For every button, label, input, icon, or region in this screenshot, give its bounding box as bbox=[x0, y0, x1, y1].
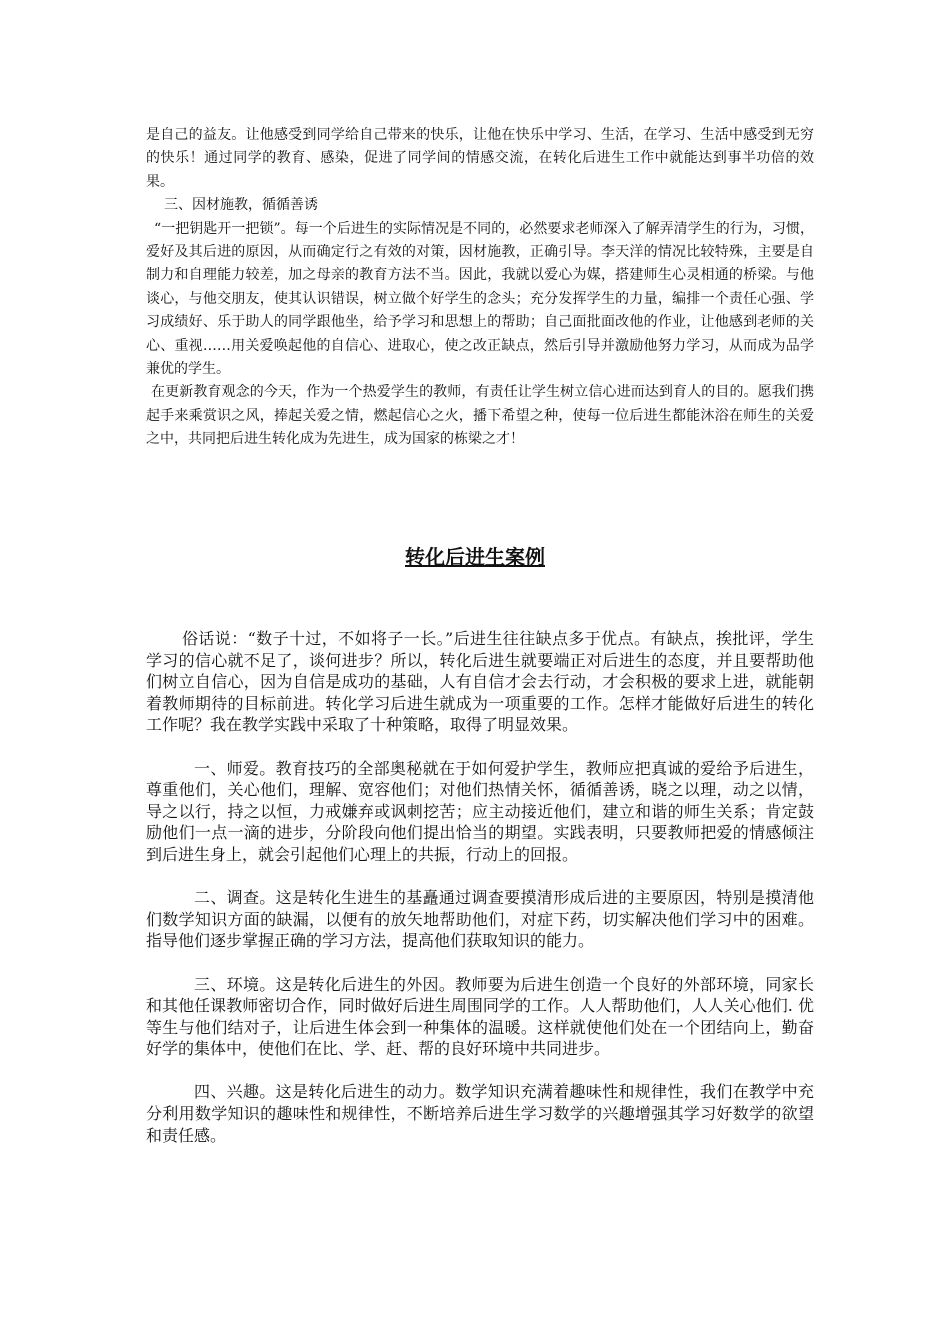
paragraph: 四、兴趣。这是转化后进生的动力。数学知识充满着趣味性和规律性，我们在教学中充分利用数学知识的趣味性和规律性，不断培养后进生学习数学的兴趣增强其学习好数学的欲望和责任感。 bbox=[146, 1082, 814, 1145]
paragraph: “一把钥匙开一把锁”。每一个后进生的实际情况是不同的，必然要求老师深入了解弄清学生的行为，习惯，爱好及其后进的原因，从而确定行之有效的对策，因材施教，正确引导。李天洋的情况比较特殊，主要是自制力和自理能力较差，加之母亲的教育方法不当。因此，我就以爱心为媒，搭建师生心灵相通的桥梁。与他谈心，与他交朋友，使其认识错误，树立做个好学生的念头；充分发挥学生的力量，编排一个责任心强、学习成绩好、乐于助人的同学跟他坐，给予学习和思想上的帮助；自己面批面改他的作业，让他感到老师的关心、重视……用关爱唤起他的自信心、进取心，使之改正缺点，然后引导并激励他努力学习，从而成为品学兼优的学生。 bbox=[146, 220, 814, 378]
paragraph: 是自己的益友。让他感受到同学给自己带来的快乐，让他在快乐中学习、生活，在学习、生活中感受到无穷的快乐！通过同学的教育、感染，促进了同学间的情感交流，在转化后进生工作中就能达到事半功倍的效果。 bbox=[146, 127, 814, 190]
article-body bbox=[146, 628, 814, 1168]
paragraph: 一、师爱。教育技巧的全部奥秘就在于如何爱护学生，教师应把真诚的爱给予后进生，尊重他们，关心他们，理解、宽容他们；对他们热情关怀，循循善诱，晓之以理，动之以情，导之以行，持之以恒，力戒嫌弃或讽刺挖苦；应主动接近他们，建立和谐的师生关系；肯定鼓励他们一点一滴的进步，分阶段向他们提出恰当的期望。实践表明，只要教师把爱的情感倾注到后进生身上，就会引起他们心理上的共振，行动上的回报。 bbox=[146, 758, 814, 864]
paragraph: 俗话说：“数子十过，不如将子一长。”后进生往往缺点多于优点。有缺点，挨批评，学生学习的信心就不足了，谈何进步？所以，转化后进生就要端正对后进生的态度，并且要帮助他们树立自信心，因为自信是成功的基础，人有自信才会去行动，才会积极的要求上进，就能朝着教师期待的目标前进。转化学习后进生就成为一项重要的工作。怎样才能做好后进生的转化工作呢？我在教学实践中采取了十种策略，取得了明显效果。 bbox=[146, 629, 814, 735]
article-title: 转化后进生案例 bbox=[405, 545, 545, 569]
paragraph: 在更新教育观念的今天，作为一个热爱学生的教师，有责任让学生树立信心进而达到育人的目的。愿我们携起手来乘赏识之风，捧起关爱之情，燃起信心之火，播下希望之种，使每一位后进生都能沐浴在师生的关爱之中，共同把后进生转化成为先进生，成为国家的栋梁之才！ bbox=[146, 384, 814, 448]
paragraph: 二、调查。这是转化生进生的基矗通过调查要摸清形成后进的主要原因，特别是摸清他们数学知识方面的缺漏，以便有的放矢地帮助他们，对症下药，切实解决他们学习中的困难。指导他们逐步掌握正确的学习方法，提高他们获取知识的能力。 bbox=[146, 888, 814, 951]
section-heading: 三、因材施教，循循善诱 bbox=[164, 197, 318, 214]
previous-section bbox=[146, 124, 814, 452]
paragraph: 三、环境。这是转化后进生的外因。教师要为后进生创造一个良好的外部环境，同家长和其他任课教师密切合作，同时做好后进生周围同学的工作。人人帮助他们，人人关心他们. 优等生与他们结对子，让后进生体会到一种集体的温暖。这样就使他们处在一个团结向上，勤奋好学的集体中，使他们在比、学、赶、帮的良好环境中共同进步。 bbox=[146, 974, 814, 1059]
